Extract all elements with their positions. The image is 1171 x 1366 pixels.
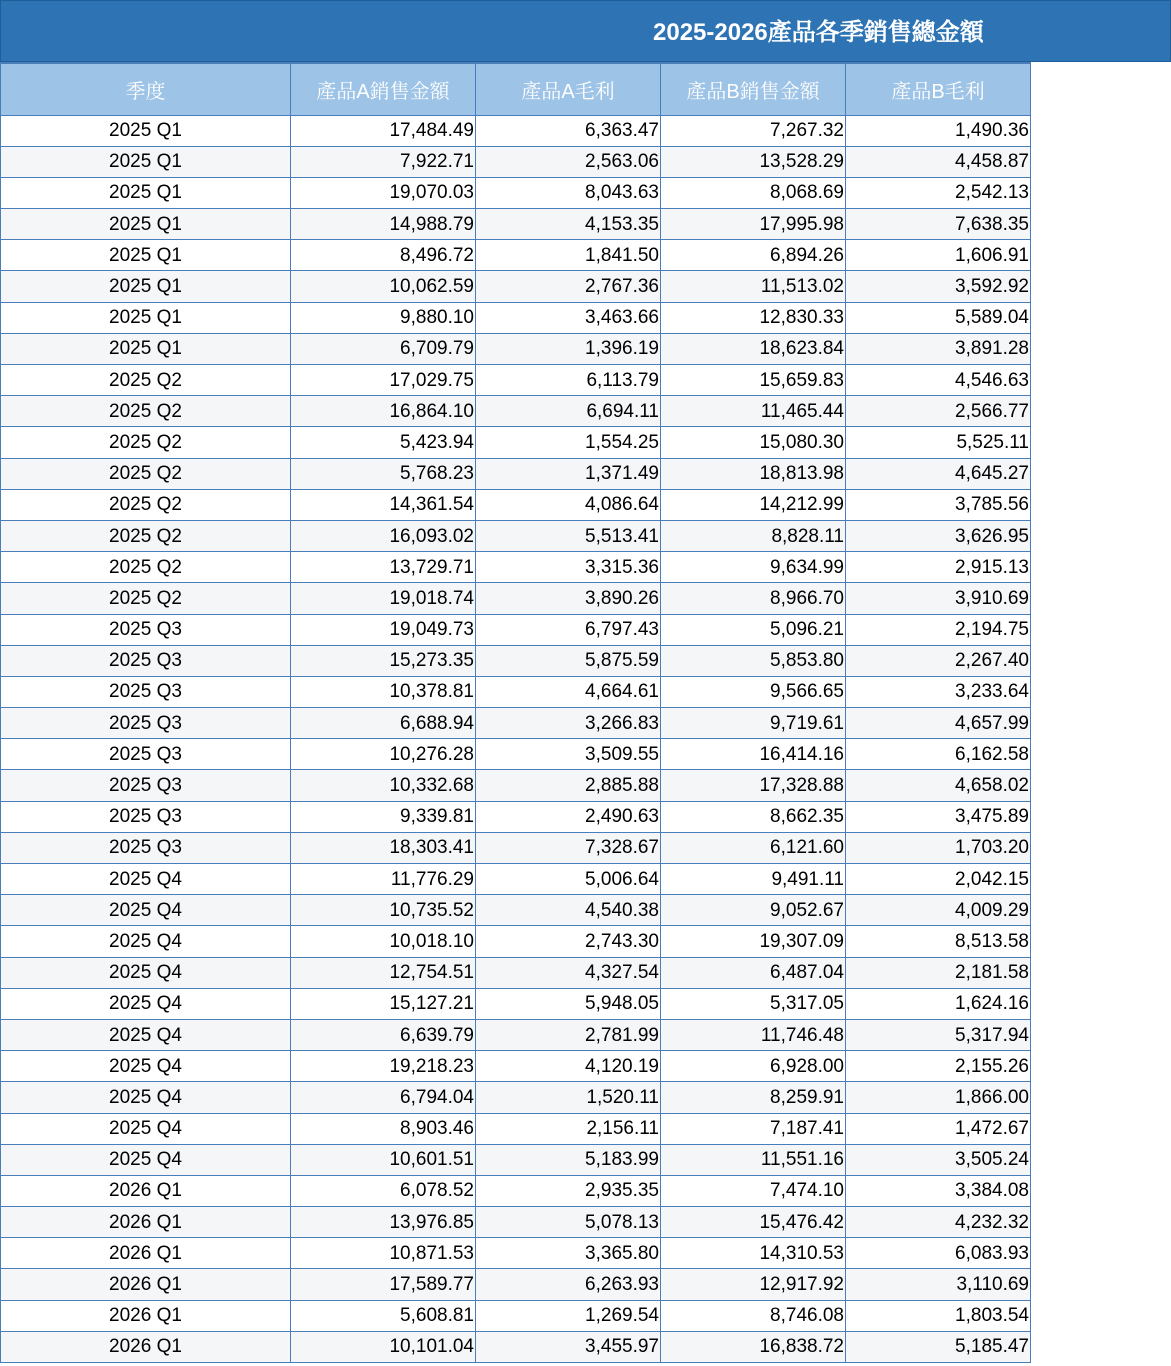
- product-a-margin-cell[interactable]: 2,767.36: [476, 271, 661, 302]
- product-b-sales-cell[interactable]: 17,995.98: [661, 209, 846, 240]
- product-a-sales-cell[interactable]: 14,988.79: [291, 209, 476, 240]
- product-a-margin-cell[interactable]: 4,086.64: [476, 489, 661, 520]
- table-row: [1, 645, 1031, 676]
- quarter-cell[interactable]: 2025 Q1: [1, 271, 291, 302]
- quarter-cell[interactable]: 2025 Q4: [1, 988, 291, 1019]
- table-row: [1, 458, 1031, 489]
- column-header-quarter[interactable]: 季度: [1, 63, 291, 115]
- table-row: [1, 396, 1031, 427]
- product-b-margin-cell[interactable]: 4,232.32: [846, 1207, 1031, 1238]
- product-b-sales-cell[interactable]: 17,328.88: [661, 770, 846, 801]
- product-a-sales-cell[interactable]: 9,339.81: [291, 801, 476, 832]
- table-row: [1, 552, 1031, 583]
- product-a-sales-cell[interactable]: 12,754.51: [291, 957, 476, 988]
- product-b-sales-cell[interactable]: 9,719.61: [661, 708, 846, 739]
- product-a-margin-cell[interactable]: 5,006.64: [476, 864, 661, 895]
- product-b-margin-cell[interactable]: 2,042.15: [846, 864, 1031, 895]
- product-b-sales-cell[interactable]: 7,187.41: [661, 1113, 846, 1144]
- product-a-margin-cell[interactable]: 6,263.93: [476, 1269, 661, 1300]
- table-row: [1, 1300, 1031, 1331]
- product-a-sales-cell[interactable]: 8,496.72: [291, 240, 476, 271]
- table-row: [1, 302, 1031, 333]
- product-a-sales-cell[interactable]: 10,018.10: [291, 926, 476, 957]
- product-a-sales-cell[interactable]: 6,688.94: [291, 708, 476, 739]
- table-row: [1, 614, 1031, 645]
- product-b-sales-cell[interactable]: 7,267.32: [661, 115, 846, 146]
- product-a-sales-cell[interactable]: 19,070.03: [291, 177, 476, 208]
- product-a-margin-cell[interactable]: 6,694.11: [476, 396, 661, 427]
- product-a-margin-cell[interactable]: 5,875.59: [476, 645, 661, 676]
- quarter-cell[interactable]: 2025 Q1: [1, 333, 291, 364]
- table-row: [1, 333, 1031, 364]
- quarter-cell[interactable]: 2026 Q1: [1, 1269, 291, 1300]
- product-a-sales-cell[interactable]: 5,608.81: [291, 1300, 476, 1331]
- quarter-cell[interactable]: 2025 Q4: [1, 864, 291, 895]
- product-a-margin-cell[interactable]: 2,156.11: [476, 1113, 661, 1144]
- product-b-sales-cell[interactable]: 15,476.42: [661, 1207, 846, 1238]
- quarter-cell[interactable]: 2025 Q3: [1, 832, 291, 863]
- product-b-margin-cell[interactable]: 4,009.29: [846, 895, 1031, 926]
- product-a-margin-cell[interactable]: 4,540.38: [476, 895, 661, 926]
- product-a-margin-cell[interactable]: 3,315.36: [476, 552, 661, 583]
- product-b-margin-cell[interactable]: 8,513.58: [846, 926, 1031, 957]
- quarter-cell[interactable]: 2025 Q2: [1, 396, 291, 427]
- product-b-margin-cell[interactable]: 5,185.47: [846, 1331, 1031, 1362]
- quarter-cell[interactable]: 2025 Q2: [1, 583, 291, 614]
- table-row: [1, 739, 1031, 770]
- product-a-sales-cell[interactable]: 10,101.04: [291, 1331, 476, 1362]
- product-a-margin-cell[interactable]: 1,269.54: [476, 1300, 661, 1331]
- column-header-product-b-margin[interactable]: 產品B毛利: [846, 63, 1031, 115]
- product-b-sales-cell[interactable]: 8,259.91: [661, 1082, 846, 1113]
- product-b-margin-cell[interactable]: 1,703.20: [846, 832, 1031, 863]
- table-row: [1, 365, 1031, 396]
- product-b-sales-cell[interactable]: 14,212.99: [661, 489, 846, 520]
- quarter-cell[interactable]: 2025 Q3: [1, 801, 291, 832]
- table-row: [1, 427, 1031, 458]
- product-a-sales-cell[interactable]: 9,880.10: [291, 302, 476, 333]
- quarter-cell[interactable]: 2025 Q1: [1, 240, 291, 271]
- product-b-margin-cell[interactable]: 7,638.35: [846, 209, 1031, 240]
- table-row: [1, 520, 1031, 551]
- quarter-cell[interactable]: 2025 Q4: [1, 1082, 291, 1113]
- product-a-margin-cell[interactable]: 5,948.05: [476, 988, 661, 1019]
- product-b-margin-cell[interactable]: 5,589.04: [846, 302, 1031, 333]
- table-row: [1, 926, 1031, 957]
- product-a-sales-cell[interactable]: 8,903.46: [291, 1113, 476, 1144]
- product-b-sales-cell[interactable]: 7,474.10: [661, 1175, 846, 1206]
- quarter-cell[interactable]: 2025 Q3: [1, 770, 291, 801]
- table-row: [1, 1051, 1031, 1082]
- table-row: [1, 1144, 1031, 1175]
- product-b-margin-cell[interactable]: 3,110.69: [846, 1269, 1031, 1300]
- product-b-margin-cell[interactable]: 4,458.87: [846, 146, 1031, 177]
- product-a-margin-cell[interactable]: 4,153.35: [476, 209, 661, 240]
- product-a-sales-cell[interactable]: 19,218.23: [291, 1051, 476, 1082]
- product-b-margin-cell[interactable]: 1,472.67: [846, 1113, 1031, 1144]
- product-a-margin-cell[interactable]: 3,890.26: [476, 583, 661, 614]
- quarter-cell[interactable]: 2026 Q1: [1, 1207, 291, 1238]
- table-row: [1, 676, 1031, 707]
- product-b-margin-cell[interactable]: 1,606.91: [846, 240, 1031, 271]
- product-a-margin-cell[interactable]: 5,513.41: [476, 520, 661, 551]
- quarter-cell[interactable]: 2025 Q1: [1, 302, 291, 333]
- product-a-sales-cell[interactable]: 7,922.71: [291, 146, 476, 177]
- table-row: [1, 988, 1031, 1019]
- table-row: [1, 1082, 1031, 1113]
- table-row: [1, 583, 1031, 614]
- product-a-sales-cell[interactable]: 18,303.41: [291, 832, 476, 863]
- product-b-margin-cell[interactable]: 4,645.27: [846, 458, 1031, 489]
- product-a-margin-cell[interactable]: 3,455.97: [476, 1331, 661, 1362]
- product-b-sales-cell[interactable]: 18,813.98: [661, 458, 846, 489]
- quarter-cell[interactable]: 2025 Q3: [1, 739, 291, 770]
- product-b-margin-cell[interactable]: 3,475.89: [846, 801, 1031, 832]
- table-row: [1, 271, 1031, 302]
- product-b-margin-cell[interactable]: 3,384.08: [846, 1175, 1031, 1206]
- product-a-sales-cell[interactable]: 6,078.52: [291, 1175, 476, 1206]
- product-a-margin-cell[interactable]: 2,935.35: [476, 1175, 661, 1206]
- product-a-sales-cell[interactable]: 17,484.49: [291, 115, 476, 146]
- quarter-cell[interactable]: 2026 Q1: [1, 1331, 291, 1362]
- product-a-margin-cell[interactable]: 1,371.49: [476, 458, 661, 489]
- product-b-sales-cell[interactable]: 14,310.53: [661, 1238, 846, 1269]
- product-a-margin-cell[interactable]: 2,490.63: [476, 801, 661, 832]
- quarter-cell[interactable]: 2026 Q1: [1, 1238, 291, 1269]
- product-b-sales-cell[interactable]: 11,746.48: [661, 1019, 846, 1050]
- product-a-margin-cell[interactable]: 4,664.61: [476, 676, 661, 707]
- quarter-cell[interactable]: 2025 Q4: [1, 926, 291, 957]
- product-b-sales-cell[interactable]: 5,853.80: [661, 645, 846, 676]
- product-b-margin-cell[interactable]: 6,083.93: [846, 1238, 1031, 1269]
- product-a-margin-cell[interactable]: 7,328.67: [476, 832, 661, 863]
- product-b-sales-cell[interactable]: 9,491.11: [661, 864, 846, 895]
- quarter-cell[interactable]: 2025 Q2: [1, 489, 291, 520]
- product-b-sales-cell[interactable]: 8,746.08: [661, 1300, 846, 1331]
- product-b-margin-cell[interactable]: 3,891.28: [846, 333, 1031, 364]
- table-row: [1, 864, 1031, 895]
- product-a-margin-cell[interactable]: 6,363.47: [476, 115, 661, 146]
- table-row: [1, 1113, 1031, 1144]
- product-b-sales-cell[interactable]: 12,830.33: [661, 302, 846, 333]
- product-a-margin-cell[interactable]: 1,520.11: [476, 1082, 661, 1113]
- quarter-cell[interactable]: 2025 Q1: [1, 115, 291, 146]
- quarter-cell[interactable]: 2025 Q2: [1, 520, 291, 551]
- product-b-margin-cell[interactable]: 2,915.13: [846, 552, 1031, 583]
- product-a-margin-cell[interactable]: 3,266.83: [476, 708, 661, 739]
- product-b-margin-cell[interactable]: 6,162.58: [846, 739, 1031, 770]
- quarter-cell[interactable]: 2025 Q4: [1, 895, 291, 926]
- product-b-margin-cell[interactable]: 2,194.75: [846, 614, 1031, 645]
- product-b-sales-cell[interactable]: 19,307.09: [661, 926, 846, 957]
- quarter-cell[interactable]: 2025 Q4: [1, 1019, 291, 1050]
- product-b-sales-cell[interactable]: 15,080.30: [661, 427, 846, 458]
- product-a-sales-cell[interactable]: 19,049.73: [291, 614, 476, 645]
- product-a-sales-cell[interactable]: 17,029.75: [291, 365, 476, 396]
- product-a-margin-cell[interactable]: 1,396.19: [476, 333, 661, 364]
- column-header-product-a-margin[interactable]: 產品A毛利: [476, 63, 661, 115]
- product-b-margin-cell[interactable]: 4,546.63: [846, 365, 1031, 396]
- table-row: [1, 177, 1031, 208]
- product-b-sales-cell[interactable]: 6,121.60: [661, 832, 846, 863]
- product-a-margin-cell[interactable]: 1,841.50: [476, 240, 661, 271]
- product-b-margin-cell[interactable]: 5,317.94: [846, 1019, 1031, 1050]
- product-a-margin-cell[interactable]: 4,327.54: [476, 957, 661, 988]
- product-a-margin-cell[interactable]: 2,563.06: [476, 146, 661, 177]
- sales-table: [0, 62, 1031, 1363]
- product-a-sales-cell[interactable]: 10,378.81: [291, 676, 476, 707]
- quarter-cell[interactable]: 2026 Q1: [1, 1300, 291, 1331]
- product-b-sales-cell[interactable]: 8,068.69: [661, 177, 846, 208]
- product-a-sales-cell[interactable]: 6,794.04: [291, 1082, 476, 1113]
- column-header-product-b-sales[interactable]: 產品B銷售金額: [661, 63, 846, 115]
- product-b-sales-cell[interactable]: 11,551.16: [661, 1144, 846, 1175]
- product-a-sales-cell[interactable]: 6,709.79: [291, 333, 476, 364]
- product-a-sales-cell[interactable]: 13,976.85: [291, 1207, 476, 1238]
- product-a-sales-cell[interactable]: 5,423.94: [291, 427, 476, 458]
- quarter-cell[interactable]: 2025 Q1: [1, 209, 291, 240]
- product-a-sales-cell[interactable]: 15,273.35: [291, 645, 476, 676]
- table-row: [1, 1207, 1031, 1238]
- product-a-sales-cell[interactable]: 15,127.21: [291, 988, 476, 1019]
- quarter-cell[interactable]: 2025 Q2: [1, 365, 291, 396]
- product-a-margin-cell[interactable]: 1,554.25: [476, 427, 661, 458]
- product-a-margin-cell[interactable]: 6,113.79: [476, 365, 661, 396]
- product-b-sales-cell[interactable]: 12,917.92: [661, 1269, 846, 1300]
- product-b-margin-cell[interactable]: 1,803.54: [846, 1300, 1031, 1331]
- product-a-margin-cell[interactable]: 5,078.13: [476, 1207, 661, 1238]
- quarter-cell[interactable]: 2025 Q3: [1, 614, 291, 645]
- product-a-margin-cell[interactable]: 4,120.19: [476, 1051, 661, 1082]
- product-b-sales-cell[interactable]: 9,566.65: [661, 676, 846, 707]
- quarter-cell[interactable]: 2025 Q3: [1, 645, 291, 676]
- product-b-sales-cell[interactable]: 13,528.29: [661, 146, 846, 177]
- table-row: [1, 957, 1031, 988]
- product-a-sales-cell[interactable]: 13,729.71: [291, 552, 476, 583]
- product-a-sales-cell[interactable]: 10,062.59: [291, 271, 476, 302]
- product-a-sales-cell[interactable]: 5,768.23: [291, 458, 476, 489]
- product-b-sales-cell[interactable]: 6,928.00: [661, 1051, 846, 1082]
- product-a-margin-cell[interactable]: 3,365.80: [476, 1238, 661, 1269]
- quarter-cell[interactable]: 2025 Q1: [1, 146, 291, 177]
- quarter-cell[interactable]: 2025 Q4: [1, 957, 291, 988]
- product-b-sales-cell[interactable]: 6,894.26: [661, 240, 846, 271]
- product-b-sales-cell[interactable]: 9,634.99: [661, 552, 846, 583]
- product-a-sales-cell[interactable]: 6,639.79: [291, 1019, 476, 1050]
- product-b-sales-cell[interactable]: 8,966.70: [661, 583, 846, 614]
- product-a-margin-cell[interactable]: 8,043.63: [476, 177, 661, 208]
- product-a-sales-cell[interactable]: 10,332.68: [291, 770, 476, 801]
- column-header-product-a-sales[interactable]: 產品A銷售金額: [291, 63, 476, 115]
- product-a-sales-cell[interactable]: 16,864.10: [291, 396, 476, 427]
- product-a-margin-cell[interactable]: 5,183.99: [476, 1144, 661, 1175]
- table-row: [1, 115, 1031, 146]
- quarter-cell[interactable]: 2025 Q2: [1, 458, 291, 489]
- sheet-title: 2025-2026產品各季銷售總金額: [653, 19, 984, 46]
- product-b-margin-cell[interactable]: 4,658.02: [846, 770, 1031, 801]
- product-b-margin-cell[interactable]: 4,657.99: [846, 708, 1031, 739]
- table-row: [1, 240, 1031, 271]
- product-a-sales-cell[interactable]: 10,871.53: [291, 1238, 476, 1269]
- table-row: [1, 801, 1031, 832]
- product-a-sales-cell[interactable]: 16,093.02: [291, 520, 476, 551]
- product-a-sales-cell[interactable]: 19,018.74: [291, 583, 476, 614]
- title-banner: [0, 0, 1171, 62]
- product-b-margin-cell[interactable]: 1,490.36: [846, 115, 1031, 146]
- product-b-sales-cell[interactable]: 11,513.02: [661, 271, 846, 302]
- table-row: [1, 146, 1031, 177]
- product-a-sales-cell[interactable]: 10,601.51: [291, 1144, 476, 1175]
- quarter-cell[interactable]: 2025 Q3: [1, 708, 291, 739]
- table-row: [1, 1175, 1031, 1206]
- quarter-cell[interactable]: 2026 Q1: [1, 1175, 291, 1206]
- quarter-cell[interactable]: 2025 Q2: [1, 427, 291, 458]
- product-b-sales-cell[interactable]: 16,414.16: [661, 739, 846, 770]
- product-b-margin-cell[interactable]: 2,181.58: [846, 957, 1031, 988]
- quarter-cell[interactable]: 2025 Q4: [1, 1144, 291, 1175]
- product-a-margin-cell[interactable]: 2,781.99: [476, 1019, 661, 1050]
- product-a-sales-cell[interactable]: 11,776.29: [291, 864, 476, 895]
- product-b-sales-cell[interactable]: 6,487.04: [661, 957, 846, 988]
- product-a-sales-cell[interactable]: 10,735.52: [291, 895, 476, 926]
- table-row: [1, 770, 1031, 801]
- product-b-sales-cell[interactable]: 16,838.72: [661, 1331, 846, 1362]
- product-b-sales-cell[interactable]: 11,465.44: [661, 396, 846, 427]
- table-row: [1, 209, 1031, 240]
- quarter-cell[interactable]: 2025 Q4: [1, 1051, 291, 1082]
- header-row: [1, 63, 1031, 115]
- product-b-margin-cell[interactable]: 3,910.69: [846, 583, 1031, 614]
- table-row: [1, 1019, 1031, 1050]
- quarter-cell[interactable]: 2025 Q2: [1, 552, 291, 583]
- product-a-sales-cell[interactable]: 14,361.54: [291, 489, 476, 520]
- product-b-margin-cell[interactable]: 2,566.77: [846, 396, 1031, 427]
- product-b-margin-cell[interactable]: 2,542.13: [846, 177, 1031, 208]
- product-a-sales-cell[interactable]: 10,276.28: [291, 739, 476, 770]
- table-row: [1, 1331, 1031, 1362]
- product-b-sales-cell[interactable]: 8,828.11: [661, 520, 846, 551]
- product-b-sales-cell[interactable]: 9,052.67: [661, 895, 846, 926]
- product-b-sales-cell[interactable]: 15,659.83: [661, 365, 846, 396]
- quarter-cell[interactable]: 2025 Q1: [1, 177, 291, 208]
- product-a-margin-cell[interactable]: 3,463.66: [476, 302, 661, 333]
- product-b-sales-cell[interactable]: 5,317.05: [661, 988, 846, 1019]
- product-a-sales-cell[interactable]: 17,589.77: [291, 1269, 476, 1300]
- product-b-margin-cell[interactable]: 1,624.16: [846, 988, 1031, 1019]
- table-row: [1, 895, 1031, 926]
- table-row: [1, 832, 1031, 863]
- product-b-sales-cell[interactable]: 18,623.84: [661, 333, 846, 364]
- quarter-cell[interactable]: 2025 Q4: [1, 1113, 291, 1144]
- product-b-margin-cell[interactable]: 3,592.92: [846, 271, 1031, 302]
- table-body: [1, 115, 1031, 1363]
- table-row: [1, 489, 1031, 520]
- quarter-cell[interactable]: 2025 Q3: [1, 676, 291, 707]
- product-b-sales-cell[interactable]: 5,096.21: [661, 614, 846, 645]
- product-a-margin-cell[interactable]: 3,509.55: [476, 739, 661, 770]
- product-b-sales-cell[interactable]: 8,662.35: [661, 801, 846, 832]
- product-a-margin-cell[interactable]: 6,797.43: [476, 614, 661, 645]
- product-a-margin-cell[interactable]: 2,885.88: [476, 770, 661, 801]
- product-b-margin-cell[interactable]: 3,233.64: [846, 676, 1031, 707]
- product-b-margin-cell[interactable]: 3,505.24: [846, 1144, 1031, 1175]
- product-b-margin-cell[interactable]: 3,785.56: [846, 489, 1031, 520]
- table-row: [1, 708, 1031, 739]
- product-b-margin-cell[interactable]: 1,866.00: [846, 1082, 1031, 1113]
- table-row: [1, 1238, 1031, 1269]
- product-a-margin-cell[interactable]: 2,743.30: [476, 926, 661, 957]
- product-b-margin-cell[interactable]: 2,267.40: [846, 645, 1031, 676]
- table-row: [1, 1269, 1031, 1300]
- product-b-margin-cell[interactable]: 2,155.26: [846, 1051, 1031, 1082]
- product-b-margin-cell[interactable]: 3,626.95: [846, 520, 1031, 551]
- product-b-margin-cell[interactable]: 5,525.11: [846, 427, 1031, 458]
